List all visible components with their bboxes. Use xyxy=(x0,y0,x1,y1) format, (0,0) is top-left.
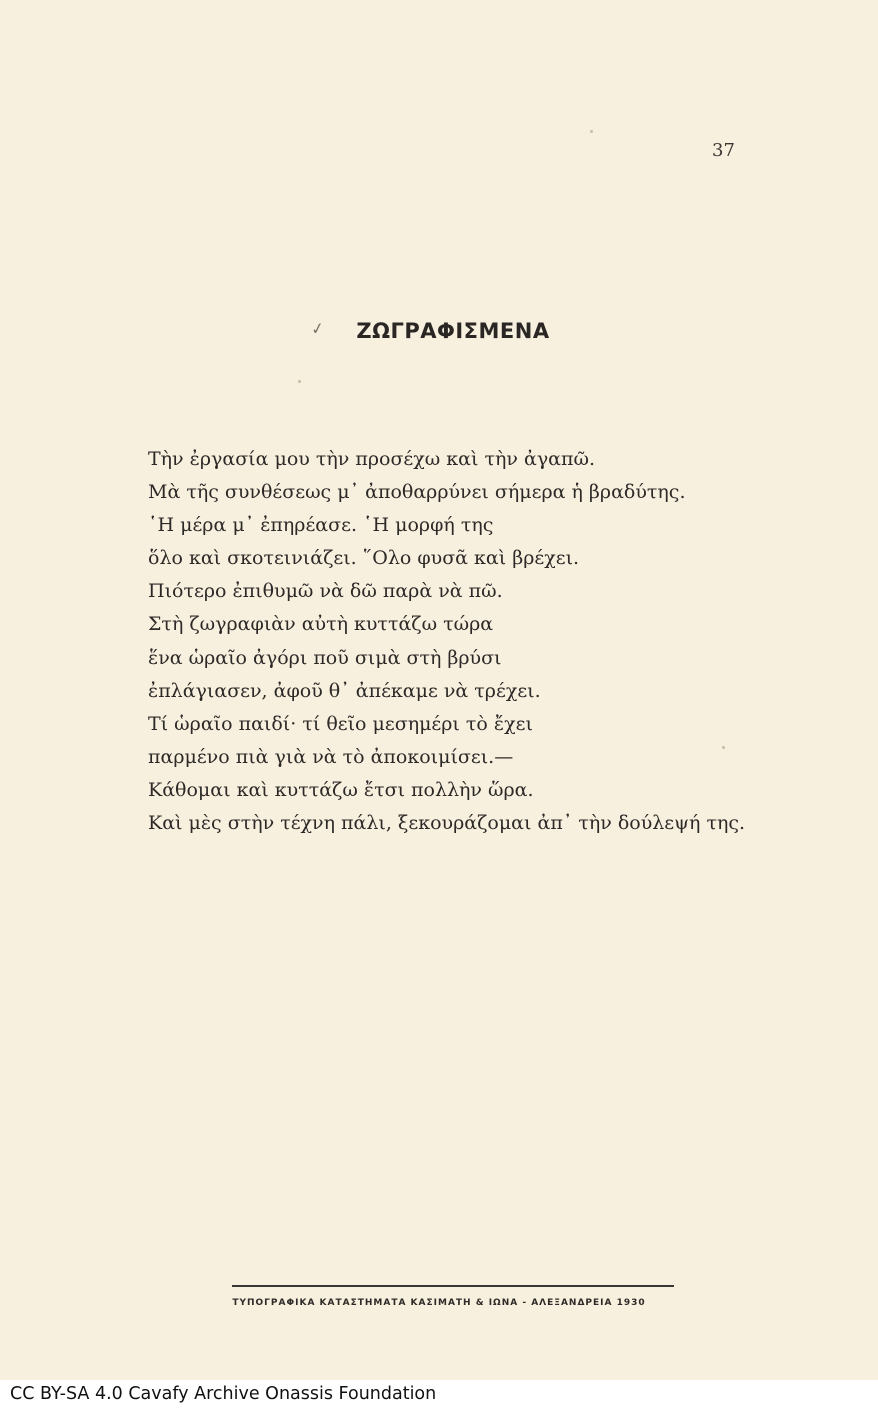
paper-speck xyxy=(722,746,725,749)
poem-line: Τὴν ἐργασία μου τὴν προσέχω καὶ τὴν ἀγαπῶ. xyxy=(148,448,596,470)
poem-line: Κάθομαι καὶ κυττάζω ἔτσι πολλὴν ὥρα. xyxy=(148,778,534,801)
poem-line: ἐπλάγιασεν, ἀφοῦ θ᾽ ἀπέκαμε νὰ τρέχει. xyxy=(148,679,541,702)
poem-line: Μὰ τῆς συνθέσεως μ᾽ ἀποθαρρύνει σήμερα ἡ βραδύτης. xyxy=(148,481,686,504)
poem-line: Τί ὡραῖο παιδί· τί θεῖο μεσημέρι τὸ ἔχει xyxy=(148,712,533,735)
archive-credit: CC BY-SA 4.0 Cavafy Archive Onassis Foundation xyxy=(10,1384,437,1404)
paper-speck xyxy=(298,380,301,383)
footer-rule xyxy=(232,1285,674,1287)
poem-line: Πιότερο ἐπιθυμῶ νὰ δῶ παρὰ νὰ πῶ. xyxy=(148,580,503,603)
poem-line: Στὴ ζωγραφιὰν αὐτὴ κυττάζω τώρα xyxy=(148,613,494,636)
poem-title: ΖΩΓΡΑΦΙΣΜΕΝΑ xyxy=(356,319,550,343)
pencil-check-mark: ✓ xyxy=(309,317,326,340)
page-number: 37 xyxy=(712,140,735,161)
poem-line: Καὶ μὲς στὴν τέχνη πάλι, ξεκουράζομαι ἀπ᾽ τὴν δούλεψή της. xyxy=(148,812,746,835)
poem-line: παρμένο πιὰ γιὰ νὰ τὸ ἀποκοιμίσει.— xyxy=(148,745,514,768)
poem-line: ἕνα ὡραῖο ἀγόρι ποῦ σιμὰ στὴ βρύσι xyxy=(148,646,502,669)
poem-line: ῾Η μέρα μ᾽ ἐπηρέασε. ῾Η μορφή της xyxy=(148,514,494,537)
poem-line: ὅλο καὶ σκοτεινιάζει. ῞Ολο φυσᾶ καὶ βρέχει. xyxy=(148,547,580,570)
printer-imprint: ΤΥΠΟΓΡΑΦΙΚΑ ΚΑΤΑΣΤΗΜΑΤΑ ΚΑΣΙΜΑΤΗ & ΙΩΝΑ - ΑΛΕΞΑΝΔΡΕΙΑ 1930 xyxy=(232,1298,646,1308)
poem-body xyxy=(148,443,745,840)
title-block xyxy=(0,319,878,343)
paper-speck xyxy=(590,130,593,133)
